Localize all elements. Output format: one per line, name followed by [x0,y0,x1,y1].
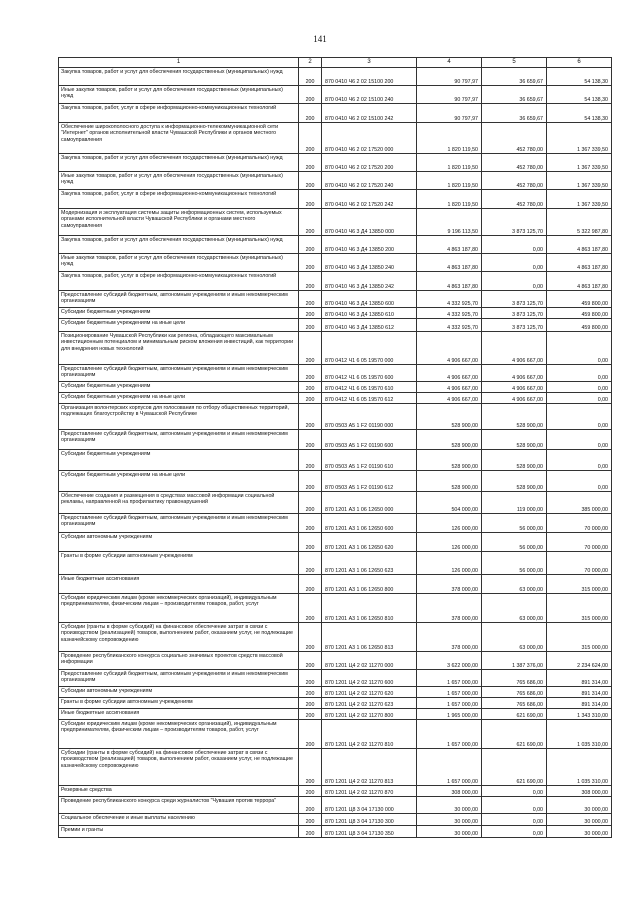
row-amount-executed: 0,00 [482,814,547,826]
row-description: Гранты в форме субсидии автономным учреждениям [59,698,299,709]
row-code: 200 [299,332,322,365]
row-amount-total: 4 906 667,00 [417,332,482,365]
row-amount-remaining: 1 035 310,00 [547,720,612,749]
row-description: Субсидии бюджетным учреждениям на иные цели [59,393,299,404]
table-row [59,720,612,749]
row-amount-total: 1 657 000,00 [417,698,482,709]
row-amount-total: 528 900,00 [417,430,482,450]
row-amount-executed: 452 780,00 [482,190,547,209]
row-classifier: 870 0410 Ч6 2 02 17520 000 [322,123,417,154]
row-amount-remaining: 0,00 [547,471,612,492]
table-row [59,698,612,709]
table-row [59,123,612,154]
row-amount-remaining: 459 800,00 [547,319,612,332]
row-code: 200 [299,450,322,471]
row-classifier: 870 0410 Ч6 3 Д4 13850 200 [322,236,417,254]
row-amount-total: 30 000,00 [417,826,482,838]
row-amount-remaining: 891 314,00 [547,687,612,698]
row-amount-remaining: 315 000,00 [547,575,612,594]
budget-table [58,57,612,838]
row-amount-remaining: 1 035 310,00 [547,749,612,786]
table-row [59,826,612,838]
row-description: Организация волонтерских корпусов для голосования по отбору общественных территорий, подлежащих благоустройству в Чувашской Республике [59,404,299,430]
row-classifier: 870 1201 А3 1 06 12650 800 [322,575,417,594]
row-description: Закупка товаров, работ, услуг в сфере информационно-коммуникационных технологий [59,104,299,123]
header-cell: 4 [417,58,482,68]
row-code: 200 [299,720,322,749]
row-description: Проведение республиканского конкурса социально значимых проектов средств массовой информации [59,652,299,670]
row-amount-executed: 452 780,00 [482,172,547,190]
row-description: Позиционирование Чувашской Республики как региона, обладающего максимальным инвестиционным потенциалом и минимальным риском вложения инвестиций, как территории для внедрения новых технологий [59,332,299,365]
table-row [59,687,612,698]
row-amount-remaining: 54 138,30 [547,104,612,123]
row-amount-executed: 3 873 125,70 [482,308,547,319]
row-classifier: 870 0410 Ч6 2 02 15100 240 [322,86,417,104]
row-description: Субсидии юридическим лицам (кроме некоммерческих организаций), индивидуальным предпринимателям, физическим лицам – производителям товаров, работ, услуг [59,720,299,749]
row-amount-remaining: 4 863 187,80 [547,236,612,254]
row-amount-remaining: 70 000,00 [547,533,612,552]
row-description: Обеспечение широкополосного доступа к информационно-телекоммуникационной сети "Интернет" органов исполнительной власти Чувашской Республики и органов местного самоуправления [59,123,299,154]
table-row [59,533,612,552]
table-row [59,254,612,272]
header-cell: 5 [482,58,547,68]
row-amount-remaining: 891 314,00 [547,670,612,687]
table-row [59,68,612,86]
row-classifier: 870 0412 Ч1 6 05 19570 612 [322,393,417,404]
row-classifier: 870 0410 Ч6 2 02 17520 242 [322,190,417,209]
row-code: 200 [299,514,322,533]
row-amount-remaining: 1 343 310,00 [547,709,612,720]
row-amount-remaining: 0,00 [547,450,612,471]
row-classifier: 870 0410 Ч6 2 02 15100 200 [322,68,417,86]
table-row [59,797,612,814]
row-description: Субсидии бюджетным учреждениям [59,382,299,393]
row-amount-remaining: 30 000,00 [547,814,612,826]
row-code: 200 [299,365,322,382]
table-row [59,365,612,382]
table-row [59,514,612,533]
table-header-row [59,58,612,68]
row-amount-executed: 528 900,00 [482,404,547,430]
header-cell: 6 [547,58,612,68]
row-description: Социальное обеспечение и иные выплаты населению [59,814,299,826]
row-amount-executed: 4 906 667,00 [482,382,547,393]
row-amount-total: 1 657 000,00 [417,687,482,698]
row-amount-executed: 0,00 [482,254,547,272]
row-code: 200 [299,687,322,698]
row-classifier: 870 0410 Ч6 3 Д4 13850 600 [322,291,417,308]
row-amount-executed: 3 873 125,70 [482,291,547,308]
row-description: Модернизация и эксплуатация системы защиты информационных систем, используемых органами исполнительной власти Чувашской Республики и органами местного самоуправления [59,209,299,236]
row-classifier: 870 0412 Ч1 6 05 19570 600 [322,365,417,382]
row-amount-total: 90 797,97 [417,86,482,104]
row-description: Закупка товаров, работ и услуг для обеспечения государственных (муниципальных) нужд [59,68,299,86]
row-code: 200 [299,533,322,552]
row-code: 200 [299,123,322,154]
row-code: 200 [299,471,322,492]
row-code: 200 [299,104,322,123]
row-amount-executed: 56 000,00 [482,514,547,533]
row-code: 200 [299,291,322,308]
row-code: 200 [299,749,322,786]
row-amount-remaining: 30 000,00 [547,797,612,814]
row-amount-total: 126 000,00 [417,533,482,552]
row-amount-remaining: 5 322 987,80 [547,209,612,236]
row-amount-remaining: 0,00 [547,365,612,382]
row-amount-executed: 528 900,00 [482,450,547,471]
row-classifier: 870 0410 Ч6 2 02 17520 240 [322,172,417,190]
row-description: Иные бюджетные ассигнования [59,709,299,720]
table-row [59,450,612,471]
row-amount-total: 4 863 187,80 [417,236,482,254]
table-row [59,272,612,291]
table-row [59,814,612,826]
row-amount-total: 528 900,00 [417,471,482,492]
row-description: Субсидии бюджетным учреждениям на иные цели [59,319,299,332]
row-amount-total: 4 332 925,70 [417,291,482,308]
table-row [59,492,612,514]
row-classifier: 870 0410 Ч6 3 Д4 13850 000 [322,209,417,236]
row-classifier: 870 0503 А5 1 F2 01190 600 [322,430,417,450]
row-amount-remaining: 0,00 [547,382,612,393]
row-description: Субсидии автономным учреждениям [59,687,299,698]
row-amount-remaining: 4 863 187,80 [547,254,612,272]
row-amount-remaining: 385 000,00 [547,492,612,514]
table-row [59,552,612,575]
table-row [59,86,612,104]
row-amount-executed: 765 686,00 [482,698,547,709]
row-amount-executed: 621 690,00 [482,709,547,720]
row-description: Предоставление субсидий бюджетным, автономным учреждениям и иным некоммерческим организациям [59,670,299,687]
row-code: 200 [299,393,322,404]
row-amount-executed: 765 686,00 [482,687,547,698]
row-amount-executed: 36 659,67 [482,68,547,86]
row-code: 200 [299,709,322,720]
row-amount-total: 4 906 667,00 [417,382,482,393]
row-classifier: 870 0410 Ч6 3 Д4 13850 240 [322,254,417,272]
table-row [59,308,612,319]
row-code: 200 [299,575,322,594]
row-code: 200 [299,308,322,319]
row-classifier: 870 0410 Ч6 3 Д4 13850 612 [322,319,417,332]
row-amount-total: 4 863 187,80 [417,272,482,291]
row-amount-remaining: 1 367 339,50 [547,190,612,209]
row-amount-executed: 621 690,00 [482,749,547,786]
row-description: Иные закупки товаров, работ и услуг для обеспечения государственных (муниципальных) нужд [59,254,299,272]
table-row [59,209,612,236]
row-classifier: 870 0410 Ч6 2 02 17520 200 [322,154,417,172]
row-description: Закупка товаров, работ, услуг в сфере информационно-коммуникационных технологий [59,190,299,209]
row-description: Резервные средства [59,786,299,797]
row-amount-total: 528 900,00 [417,404,482,430]
row-amount-remaining: 30 000,00 [547,826,612,838]
row-description: Гранты в форме субсидии автономным учреждениям [59,552,299,575]
row-amount-total: 1 820 119,50 [417,123,482,154]
row-classifier: 870 0503 А5 1 F2 01190 612 [322,471,417,492]
row-amount-remaining: 0,00 [547,393,612,404]
row-classifier: 870 1201 Ц4 2 02 11270 810 [322,720,417,749]
row-classifier: 870 1201 А3 1 06 12650 000 [322,492,417,514]
row-amount-total: 4 906 667,00 [417,365,482,382]
row-amount-executed: 0,00 [482,826,547,838]
row-code: 200 [299,698,322,709]
row-classifier: 870 0412 Ч1 6 05 19570 610 [322,382,417,393]
table-row [59,575,612,594]
row-amount-remaining: 54 138,30 [547,86,612,104]
row-amount-total: 126 000,00 [417,514,482,533]
row-classifier: 870 1201 Ц4 2 02 11270 800 [322,709,417,720]
row-code: 200 [299,797,322,814]
row-amount-remaining: 315 000,00 [547,594,612,623]
row-code: 200 [299,236,322,254]
row-amount-executed: 4 906 667,00 [482,365,547,382]
row-amount-executed: 1 387 376,00 [482,652,547,670]
row-amount-executed: 528 900,00 [482,430,547,450]
row-amount-total: 3 622 000,00 [417,652,482,670]
row-amount-remaining: 4 863 187,80 [547,272,612,291]
row-amount-executed: 36 659,67 [482,104,547,123]
header-cell: 2 [299,58,322,68]
row-code: 200 [299,492,322,514]
row-amount-remaining: 315 000,00 [547,623,612,652]
row-classifier: 870 1201 А3 1 06 12650 810 [322,594,417,623]
table-row [59,749,612,786]
row-description: Закупка товаров, работ, услуг в сфере информационно-коммуникационных технологий [59,272,299,291]
row-amount-remaining: 1 367 339,50 [547,123,612,154]
row-amount-total: 4 906 667,00 [417,393,482,404]
row-classifier: 870 0412 Ч1 6 05 19570 000 [322,332,417,365]
row-amount-executed: 452 780,00 [482,154,547,172]
row-amount-remaining: 0,00 [547,430,612,450]
row-classifier: 870 1201 А3 1 06 12650 813 [322,623,417,652]
row-description: Предоставление субсидий бюджетным, автономным учреждениям и иным некоммерческим организациям [59,430,299,450]
row-code: 200 [299,190,322,209]
row-amount-total: 1 820 119,50 [417,172,482,190]
row-classifier: 870 1201 А3 1 06 12650 623 [322,552,417,575]
row-description: Субсидии автономным учреждениям [59,533,299,552]
table-row [59,670,612,687]
row-code: 200 [299,154,322,172]
row-classifier: 870 0503 А5 1 F2 01190 000 [322,404,417,430]
row-classifier: 870 1201 Ц4 2 02 11270 620 [322,687,417,698]
row-description: Предоставление субсидий бюджетным, автономным учреждениям и иным некоммерческим организациям [59,291,299,308]
row-code: 200 [299,623,322,652]
row-amount-executed: 765 686,00 [482,670,547,687]
row-description: Субсидии бюджетным учреждениям [59,450,299,471]
row-amount-remaining: 0,00 [547,332,612,365]
row-classifier: 870 1201 А3 1 06 12650 620 [322,533,417,552]
row-description: Закупка товаров, работ и услуг для обеспечения государственных (муниципальных) нужд [59,236,299,254]
table-row [59,172,612,190]
row-amount-remaining: 1 367 339,50 [547,154,612,172]
row-amount-total: 528 900,00 [417,450,482,471]
row-description: Обеспечение создания и размещения в средствах массовой информации социальной рекламы, направленной на профилактику правонарушений [59,492,299,514]
row-code: 200 [299,382,322,393]
row-classifier: 870 1201 Ц4 2 02 11270 600 [322,670,417,687]
row-classifier: 870 0410 Ч6 3 Д4 13850 610 [322,308,417,319]
row-description: Субсидии бюджетным учреждениям [59,308,299,319]
row-description: Субсидии юридическим лицам (кроме некоммерческих организаций), индивидуальным предпринимателям, физическим лицам – производителям товаров, работ, услуг [59,594,299,623]
row-amount-total: 1 657 000,00 [417,749,482,786]
row-description: Иные бюджетные ассигнования [59,575,299,594]
row-amount-total: 504 000,00 [417,492,482,514]
row-amount-executed: 119 000,00 [482,492,547,514]
row-amount-executed: 4 906 667,00 [482,393,547,404]
row-amount-executed: 3 873 125,70 [482,319,547,332]
row-amount-total: 4 332 925,70 [417,319,482,332]
row-amount-total: 30 000,00 [417,814,482,826]
table-row [59,594,612,623]
row-description: Иные закупки товаров, работ и услуг для обеспечения государственных (муниципальных) нужд [59,86,299,104]
table-row [59,190,612,209]
row-description: Закупка товаров, работ и услуг для обеспечения государственных (муниципальных) нужд [59,154,299,172]
row-code: 200 [299,552,322,575]
row-description: Субсидии (гранты в форме субсидий) на финансовое обеспечение затрат в связи с производством (реализацией) товаров, выполнением работ, оказанием услуг, не подлежащие казначейскому сопровождению [59,623,299,652]
row-classifier: 870 0503 А5 1 F2 01190 610 [322,450,417,471]
row-amount-executed: 63 000,00 [482,594,547,623]
table-row [59,623,612,652]
row-classifier: 870 1201 Ц4 2 02 11270 000 [322,652,417,670]
row-amount-total: 378 000,00 [417,575,482,594]
row-description: Премии и гранты [59,826,299,838]
row-classifier: 870 1201 Ц8 3 04 17130 350 [322,826,417,838]
row-amount-total: 4 863 187,80 [417,254,482,272]
row-amount-executed: 621 690,00 [482,720,547,749]
row-amount-total: 90 797,97 [417,104,482,123]
row-amount-total: 1 965 000,00 [417,709,482,720]
table-row [59,236,612,254]
row-classifier: 870 1201 Ц8 3 04 17130 000 [322,797,417,814]
row-amount-total: 126 000,00 [417,552,482,575]
row-amount-executed: 4 906 667,00 [482,332,547,365]
row-amount-executed: 0,00 [482,786,547,797]
page-number: 141 [313,34,327,44]
row-amount-remaining: 459 800,00 [547,308,612,319]
table-row [59,471,612,492]
row-code: 200 [299,652,322,670]
row-description: Проведение республиканского конкурса среди журналистов "Чувашия против террора" [59,797,299,814]
row-amount-remaining: 891 314,00 [547,698,612,709]
row-code: 200 [299,430,322,450]
row-code: 200 [299,254,322,272]
row-amount-executed: 452 780,00 [482,123,547,154]
row-amount-executed: 63 000,00 [482,623,547,652]
row-amount-total: 1 657 000,00 [417,670,482,687]
row-amount-total: 4 332 925,70 [417,308,482,319]
row-amount-executed: 56 000,00 [482,552,547,575]
row-amount-total: 378 000,00 [417,594,482,623]
table-row [59,404,612,430]
row-amount-total: 30 000,00 [417,797,482,814]
row-amount-total: 1 820 119,50 [417,154,482,172]
row-classifier: 870 1201 Ц4 2 02 11270 623 [322,698,417,709]
row-amount-executed: 56 000,00 [482,533,547,552]
row-amount-remaining: 459 800,00 [547,291,612,308]
row-amount-executed: 0,00 [482,272,547,291]
row-amount-executed: 3 873 125,70 [482,209,547,236]
row-amount-total: 308 000,00 [417,786,482,797]
row-amount-remaining: 2 234 624,00 [547,652,612,670]
row-classifier: 870 0410 Ч6 2 02 15100 242 [322,104,417,123]
row-code: 200 [299,86,322,104]
row-code: 200 [299,826,322,838]
table-row [59,319,612,332]
row-description: Предоставление субсидий бюджетным, автономным учреждениям и иным некоммерческим организациям [59,365,299,382]
table-row [59,709,612,720]
row-classifier: 870 1201 А3 1 06 12650 600 [322,514,417,533]
row-code: 200 [299,319,322,332]
row-code: 200 [299,272,322,291]
row-amount-remaining: 70 000,00 [547,552,612,575]
row-description: Предоставление субсидий бюджетным, автономным учреждениям и иным некоммерческим организациям [59,514,299,533]
row-code: 200 [299,670,322,687]
header-cell: 1 [59,58,299,68]
row-amount-total: 90 797,97 [417,68,482,86]
row-amount-remaining: 70 000,00 [547,514,612,533]
table-row [59,430,612,450]
table-row [59,154,612,172]
row-code: 200 [299,209,322,236]
row-amount-total: 1 820 119,50 [417,190,482,209]
row-amount-remaining: 1 367 339,50 [547,172,612,190]
row-classifier: 870 0410 Ч6 3 Д4 13850 242 [322,272,417,291]
table-row [59,291,612,308]
row-amount-executed: 0,00 [482,236,547,254]
row-code: 200 [299,172,322,190]
row-amount-remaining: 54 138,30 [547,68,612,86]
row-description: Иные закупки товаров, работ и услуг для обеспечения государственных (муниципальных) нужд [59,172,299,190]
table-row [59,393,612,404]
table-row [59,332,612,365]
row-classifier: 870 1201 Ц4 2 02 11270 813 [322,749,417,786]
row-amount-total: 1 657 000,00 [417,720,482,749]
row-amount-remaining: 308 000,00 [547,786,612,797]
row-amount-remaining: 0,00 [547,404,612,430]
table-row [59,786,612,797]
row-amount-executed: 36 659,67 [482,86,547,104]
table-row [59,104,612,123]
row-classifier: 870 1201 Ц8 3 04 17130 300 [322,814,417,826]
header-cell: 3 [322,58,417,68]
row-amount-executed: 63 000,00 [482,575,547,594]
row-code: 200 [299,404,322,430]
row-code: 200 [299,594,322,623]
row-amount-total: 378 000,00 [417,623,482,652]
row-classifier: 870 1201 Ц4 2 02 11270 870 [322,786,417,797]
table-row [59,652,612,670]
row-code: 200 [299,814,322,826]
row-code: 200 [299,786,322,797]
row-amount-total: 9 196 113,50 [417,209,482,236]
row-description: Субсидии бюджетным учреждениям на иные цели [59,471,299,492]
row-description: Субсидии (гранты в форме субсидий) на финансовое обеспечение затрат в связи с производством (реализацией) товаров, выполнением работ, оказанием услуг, не подлежащие казначейскому сопровождению [59,749,299,786]
row-amount-executed: 0,00 [482,797,547,814]
row-amount-executed: 528 900,00 [482,471,547,492]
table-row [59,382,612,393]
row-code: 200 [299,68,322,86]
